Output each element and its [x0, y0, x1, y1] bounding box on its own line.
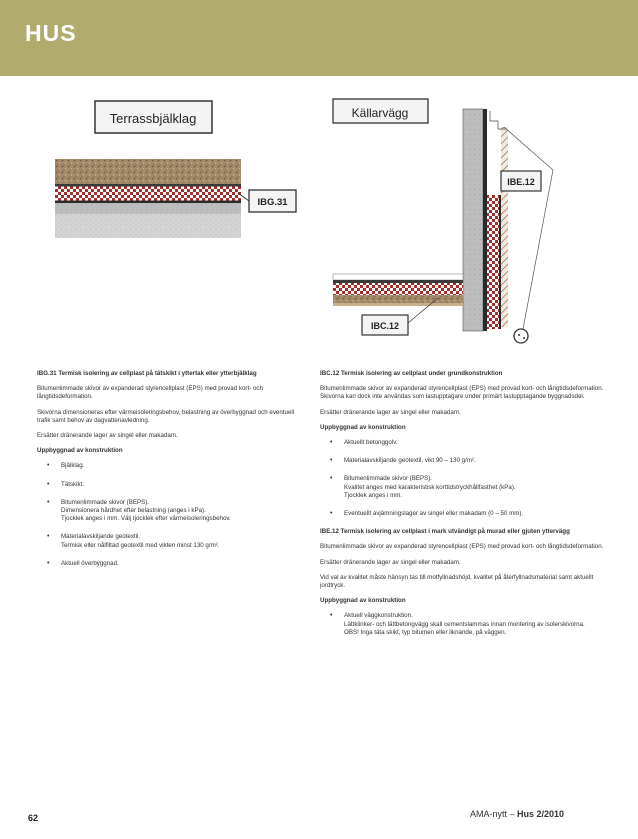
layer-geotextil — [55, 184, 241, 187]
list-item — [37, 481, 309, 489]
publication-name: AMA-nytt – — [470, 809, 518, 819]
layer-overbyggnad — [55, 159, 241, 184]
list-line: Tjocklek anges i mm. — [344, 491, 403, 499]
list-line: • Eventuellt avjämningslager av singel eller makadam (0 – 50 mm). — [344, 510, 524, 518]
layer-tatskikt — [55, 201, 241, 204]
list-line: • Bitumenlimmade skivor (BEPS). — [344, 475, 433, 483]
left-column — [37, 370, 309, 578]
floor-leveling — [333, 303, 463, 306]
floor-beps — [333, 283, 463, 295]
subheading: Uppbyggnad av konstruktion — [37, 447, 123, 455]
list-line: • Aktuell överbyggnad. — [61, 559, 119, 567]
publication-info — [470, 809, 564, 819]
list-line: Lättklinker- och lättbetongvägg skall cementslammas innan montering av isolerskivorna. — [344, 620, 585, 628]
list-line: • Materialavskiljande geotextil. — [61, 533, 141, 541]
subheading: Uppbyggnad av konstruktion — [320, 423, 406, 431]
figure-title: Terrassbjälklag — [109, 111, 197, 126]
paragraph: Ersätter dränerande lager av singel eller makadam. — [320, 558, 461, 566]
floor-gravel — [333, 295, 463, 303]
paragraph: Vid val av kvalitet måste hänsyn tas till motfyllnadshöjd, kvalitet på återfyllnadsmaterial samt aktuellt jordtryck. — [320, 573, 594, 590]
list-line: Kvalitet anges med karakteristisk korttidstryckhållfasthet (kPa). — [344, 483, 516, 491]
wall-beps — [487, 195, 499, 329]
construction-list — [320, 439, 618, 518]
section-heading: IBC.12 Termisk isolering av cellplast under grundkonstruktion — [320, 370, 503, 377]
right-column — [320, 370, 618, 647]
section-heading: IBE.12 Termisk isolering av cellplast i mark utvändigt på murad eller gjuten yttervägg — [320, 528, 570, 536]
list-item — [320, 612, 618, 637]
subheading: Uppbyggnad av konstruktion — [320, 597, 406, 605]
section-heading: IBG.31 Termisk isolering av cellplast på tätskikt i yttertak eller ytterbjälklag — [37, 370, 257, 377]
paragraph: Ersätter dränerande lager av singel eller makadam. — [320, 408, 461, 416]
list-line: • Materialavskiljande geotextil, vikt 90 – 130 g/m². — [344, 457, 476, 465]
paragraph: Bitumenlimmade skivor av expanderad styrencellplast (EPS) med provad kort- och långtidsdeformation. Skivorna kan dock inte användas som lastupptagare under primärt lastupptagande byggnadsdel. — [320, 385, 604, 401]
publication-issue: Hus 2/2010 — [517, 809, 565, 819]
paragraph: Bitumenlimmade skivor av expanderad styrencellplast (EPS) med provad kort- och långtidsdeformation. — [320, 543, 604, 551]
layer-bjalklag — [55, 214, 241, 238]
figure-code-wall: IBE.12 — [507, 177, 535, 187]
list-line: • Bjälklag. — [61, 462, 85, 470]
list-item — [37, 560, 309, 568]
list-item — [37, 462, 309, 470]
construction-list — [37, 462, 309, 568]
figure-code: IBG.31 — [257, 197, 288, 208]
wall — [463, 109, 483, 331]
layer-bjalklag-top — [55, 203, 241, 214]
wall-membrane — [483, 109, 487, 331]
list-line: • Bitumenlimmade skivor (BEPS). — [61, 498, 150, 506]
floor-geotextil — [333, 280, 463, 283]
list-item — [320, 475, 618, 500]
list-item — [37, 533, 309, 549]
list-line: OBS! Inga täta skikt, typ bitumen eller liknande, på väggen. — [344, 628, 507, 636]
figure-code-floor: IBC.12 — [370, 321, 400, 331]
list-line: Tjocklek anges i mm. Välj tjocklek efter värmeisoleringsbehov. — [61, 515, 231, 523]
list-item — [320, 439, 618, 447]
list-item — [37, 499, 309, 524]
list-line: Dimensionera hårdhet efter belastning (anges i kPa). — [61, 507, 206, 515]
paragraph: Ersätter dränerande lager av singel eller makadam. — [37, 432, 178, 440]
drain-hole — [523, 337, 525, 339]
drain-hole — [518, 334, 520, 336]
drain-pipe — [514, 329, 528, 343]
figure-terrassbjalklag — [55, 93, 300, 261]
list-item — [320, 510, 618, 518]
section-title: HUS — [25, 20, 77, 46]
floor-slab — [333, 274, 463, 280]
page-header — [0, 0, 638, 76]
layer-beps — [55, 187, 241, 201]
list-item — [320, 457, 618, 465]
wall-fill — [501, 127, 508, 327]
construction-list — [320, 612, 618, 637]
figure-kallarvagg — [318, 93, 577, 361]
wall-geotextil — [499, 195, 501, 329]
paragraph: Skivorna dimensioneras efter värmeisoleringsbehov, belastning av överbyggnad och eventuell trafik samt behov av dagvattenavledning. — [37, 408, 295, 424]
figure-title: Källarvägg — [351, 106, 409, 120]
page-number: 62 — [28, 813, 39, 823]
list-line: Termisk eller nålfiltad geotextil med vikten minst 130 g/m². — [61, 541, 220, 549]
list-line: • Aktuell väggkonstruktion. — [344, 612, 413, 620]
list-line: • Tätskikt. — [61, 480, 85, 488]
list-line: • Aktuellt betonggolv. — [344, 439, 398, 447]
paragraph: Bitumenlimmade skivor av expanderad styrencellplast (EPS) med provad kort- och långtidsdeformation. — [37, 385, 263, 401]
